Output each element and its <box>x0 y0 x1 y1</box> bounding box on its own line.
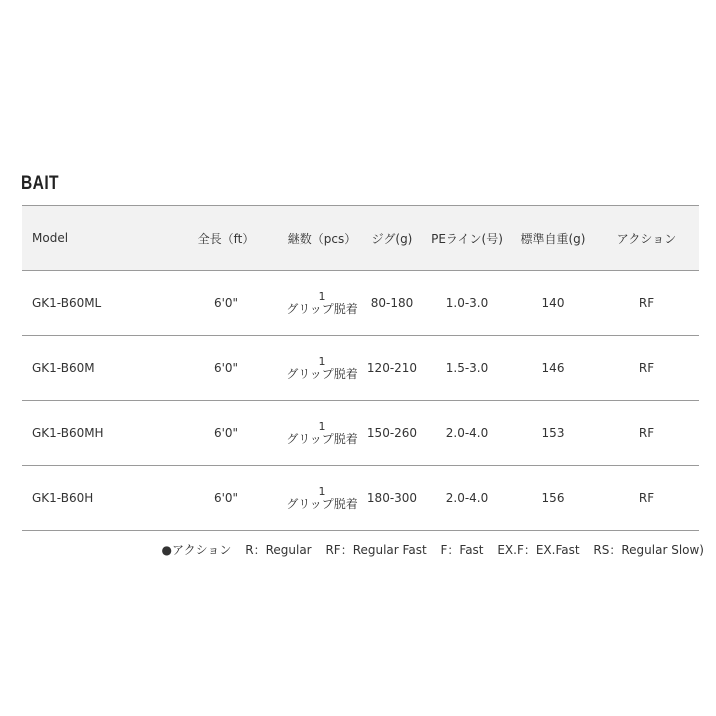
length-cell: 6'0" <box>170 336 282 401</box>
jig-cell: 80-180 <box>362 271 422 336</box>
legend-item: F：Fast <box>440 543 484 557</box>
action-cell: RF <box>594 401 699 466</box>
weight-cell: 156 <box>512 466 594 531</box>
model-cell: GK1-B60H <box>22 466 170 531</box>
header-model: Model <box>22 206 170 271</box>
header-pcs: 継数（pcs） <box>282 206 362 271</box>
jig-cell: 120-210 <box>362 336 422 401</box>
header-action: アクション <box>594 206 699 271</box>
pcs-note: グリップ脱着 <box>286 496 358 511</box>
pcs-cell <box>282 271 362 336</box>
pcs-cell <box>282 466 362 531</box>
pe-line-cell: 1.0-3.0 <box>422 271 512 336</box>
length-cell: 6'0" <box>170 271 282 336</box>
model-cell: GK1-B60MH <box>22 401 170 466</box>
legend-item: RF：Regular Fast <box>325 543 427 557</box>
length-cell: 6'0" <box>170 401 282 466</box>
jig-cell: 150-260 <box>362 401 422 466</box>
legend-title: ●アクション <box>161 543 232 557</box>
pcs-note: グリップ脱着 <box>286 301 358 316</box>
table-row <box>22 466 699 531</box>
table-row <box>22 271 699 336</box>
pcs-count: 1 <box>318 354 326 368</box>
length-cell: 6'0" <box>170 466 282 531</box>
pe-line-cell: 1.5-3.0 <box>422 336 512 401</box>
model-cell: GK1-B60ML <box>22 271 170 336</box>
pcs-count: 1 <box>318 289 326 303</box>
pcs-count: 1 <box>318 484 326 498</box>
action-cell: RF <box>594 271 699 336</box>
pcs-count: 1 <box>318 419 326 433</box>
table-header-row <box>22 206 699 271</box>
weight-cell: 140 <box>512 271 594 336</box>
pcs-note: グリップ脱着 <box>286 431 358 446</box>
legend-item: R：Regular <box>245 543 312 557</box>
pe-line-cell: 2.0-4.0 <box>422 466 512 531</box>
pcs-cell <box>282 336 362 401</box>
header-pe-line: PEライン(号) <box>422 206 512 271</box>
weight-cell: 146 <box>512 336 594 401</box>
header-jig: ジグ(g) <box>362 206 422 271</box>
header-length: 全長（ft） <box>170 206 282 271</box>
weight-cell: 153 <box>512 401 594 466</box>
model-cell: GK1-B60M <box>22 336 170 401</box>
legend-item: RS：Regular Slow) <box>593 543 704 557</box>
pcs-note: グリップ脱着 <box>286 366 358 381</box>
legend-item: EX.F：EX.Fast <box>497 543 580 557</box>
action-cell: RF <box>594 466 699 531</box>
action-legend <box>162 541 704 558</box>
table-row <box>22 401 699 466</box>
spec-table <box>22 205 699 531</box>
pe-line-cell: 2.0-4.0 <box>422 401 512 466</box>
table-row <box>22 336 699 401</box>
section-title: BAIT <box>21 173 59 194</box>
header-weight: 標準自重(g) <box>512 206 594 271</box>
pcs-cell <box>282 401 362 466</box>
action-cell: RF <box>594 336 699 401</box>
jig-cell: 180-300 <box>362 466 422 531</box>
